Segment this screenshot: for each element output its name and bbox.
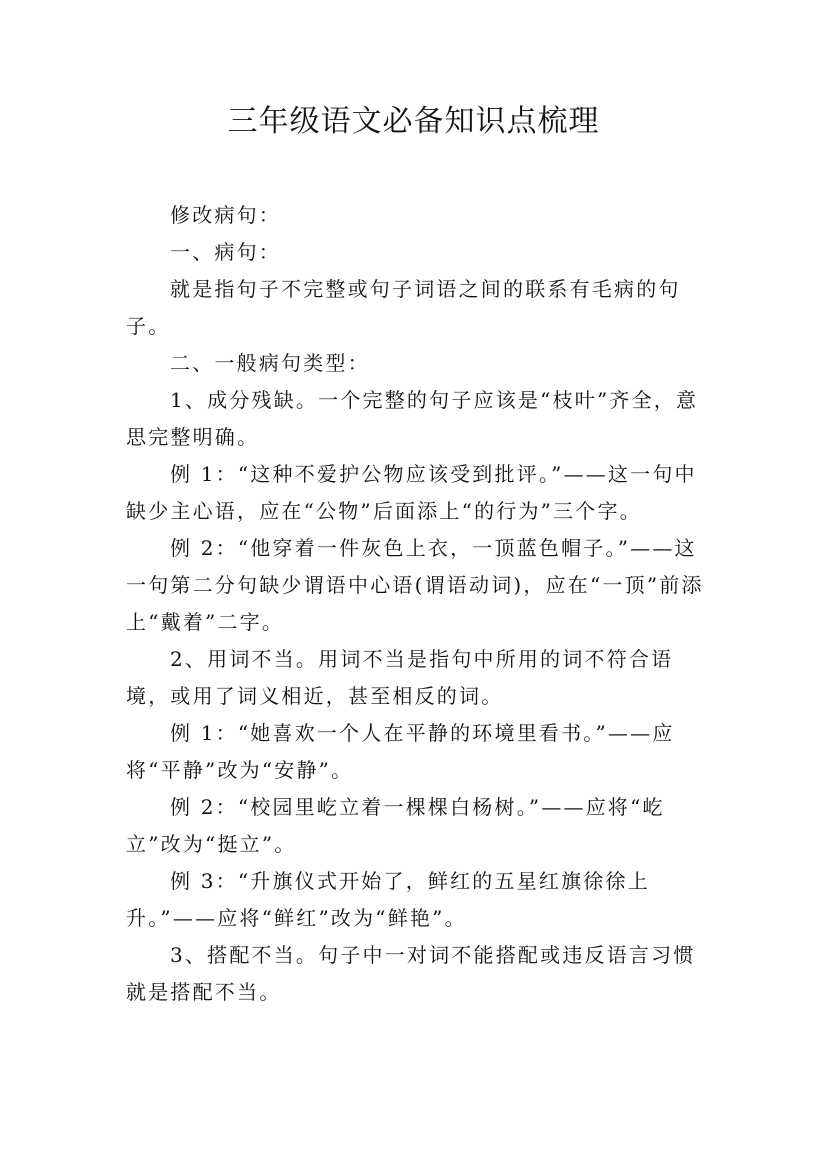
paragraph-type-1-example-2: 例 2：“他穿着一件灰色上衣，一顶蓝色帽子。”——这一句第二分句缺少谓语中心语(谓语动词)，应在“一顶”前添上“戴着”二字。 (126, 536, 704, 634)
paragraph-type-3: 3、搭配不当。句子中一对词不能搭配或违反语言习惯就是搭配不当。 (126, 943, 696, 1004)
paragraph-type-1: 1、成分残缺。一个完整的句子应该是“枝叶”齐全，意思完整明确。 (126, 388, 699, 449)
paragraph-definition: 就是指句子不完整或句子词语之间的联系有毛病的句子。 (126, 277, 681, 338)
paragraph-type-2-example-1: 例 1：“她喜欢一个人在平静的环境里看书。”——应将“平静”改为“安静”。 (126, 721, 675, 782)
document-body (126, 197, 711, 1011)
paragraph-type-1-example-1: 例 1：“这种不爱护公物应该受到批评。”——这一句中缺少主心语，应在“公物”后面添上“的行为”三个字。 (126, 462, 697, 523)
paragraph-type-2: 2、用词不当。用词不当是指句中所用的词不符合语境，或用了词义相近，甚至相反的词。 (126, 647, 674, 708)
paragraph-section-2-heading: 二、一般病句类型： (170, 351, 370, 375)
paragraph-type-2-example-2: 例 2：“校园里屹立着一棵棵白杨树。”——应将“屹立”改为“挺立”。 (126, 795, 665, 856)
paragraph-heading-revise-sentences: 修改病句： (170, 203, 281, 227)
paragraph-section-1-heading: 一、病句： (170, 240, 281, 264)
page-title: 三年级语文必备知识点梳理 (227, 104, 600, 139)
paragraph-type-2-example-3: 例 3：“升旗仪式开始了，鲜红的五星红旗徐徐上升。”——应将“鲜红”改为“鲜艳”。 (126, 869, 650, 930)
